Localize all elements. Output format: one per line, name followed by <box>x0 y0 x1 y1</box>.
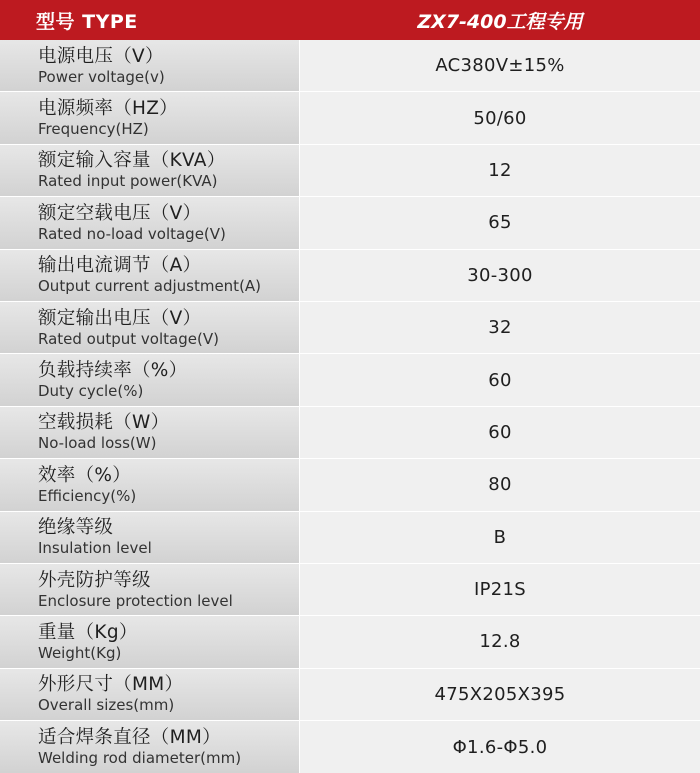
row-label <box>0 669 300 720</box>
table-row <box>0 459 700 511</box>
table-row <box>0 145 700 197</box>
row-label <box>0 354 300 405</box>
row-value: 32 <box>300 302 700 353</box>
row-label <box>0 302 300 353</box>
label-english: Efficiency(%) <box>38 486 137 505</box>
label-chinese: 电源频率（HZ） <box>38 98 178 120</box>
label-english: No-load loss(W) <box>38 434 157 453</box>
label-english: Power voltage(v) <box>38 67 165 86</box>
table-row <box>0 721 700 773</box>
row-value: 30-300 <box>300 250 700 301</box>
label-chinese: 额定输入容量（KVA） <box>38 150 226 172</box>
row-value: 475X205X395 <box>300 669 700 720</box>
row-label <box>0 407 300 458</box>
table-row <box>0 40 700 92</box>
row-label <box>0 512 300 563</box>
label-chinese: 绝缘等级 <box>38 517 114 539</box>
row-label <box>0 721 300 773</box>
row-label <box>0 250 300 301</box>
row-value: 50/60 <box>300 92 700 143</box>
table-row <box>0 512 700 564</box>
label-english: Weight(Kg) <box>38 643 122 662</box>
label-english: Rated input power(KVA) <box>38 172 218 191</box>
label-chinese: 外壳防护等级 <box>38 569 151 591</box>
label-english: Enclosure protection level <box>38 591 233 610</box>
label-english: Duty cycle(%) <box>38 382 144 401</box>
table-row <box>0 407 700 459</box>
label-chinese: 额定输出电压（V） <box>38 307 202 329</box>
row-value: B <box>300 512 700 563</box>
label-english: Insulation level <box>38 539 152 558</box>
table-header <box>0 0 700 40</box>
row-label <box>0 92 300 143</box>
row-label <box>0 197 300 248</box>
label-chinese: 空载损耗（W） <box>38 412 170 434</box>
row-value: 12.8 <box>300 616 700 667</box>
label-chinese: 额定空载电压（V） <box>38 202 202 224</box>
row-label <box>0 145 300 196</box>
label-chinese: 电源电压（V） <box>38 45 164 67</box>
label-english: Frequency(HZ) <box>38 120 149 139</box>
table-row <box>0 616 700 668</box>
row-label <box>0 459 300 510</box>
table-row <box>0 197 700 249</box>
table-row <box>0 302 700 354</box>
label-english: Rated output voltage(V) <box>38 329 219 348</box>
table-row <box>0 250 700 302</box>
table-body <box>0 40 700 773</box>
label-chinese: 输出电流调节（A） <box>38 255 202 277</box>
table-row <box>0 354 700 406</box>
header-model-label: ZX7-400工程专用 <box>417 10 583 33</box>
row-value: 80 <box>300 459 700 510</box>
row-label <box>0 40 300 91</box>
label-chinese: 效率（%） <box>38 464 132 486</box>
row-value: 60 <box>300 407 700 458</box>
header-type-label: 型号 TYPE <box>36 10 138 33</box>
row-value: 60 <box>300 354 700 405</box>
row-value: 65 <box>300 197 700 248</box>
label-english: Overall sizes(mm) <box>38 696 175 715</box>
row-label <box>0 616 300 667</box>
table-row <box>0 92 700 144</box>
label-english: Welding rod diameter(mm) <box>38 749 242 768</box>
label-chinese: 外形尺寸（MM） <box>38 674 184 696</box>
label-chinese: 负载持续率（%） <box>38 360 188 382</box>
row-value: 12 <box>300 145 700 196</box>
row-value: IP21S <box>300 564 700 615</box>
row-label <box>0 564 300 615</box>
row-value: AC380V±15% <box>300 40 700 91</box>
table-row <box>0 669 700 721</box>
table-row <box>0 564 700 616</box>
row-value: Φ1.6-Φ5.0 <box>300 721 700 773</box>
label-chinese: 重量（Kg） <box>38 621 138 643</box>
label-english: Output current adjustment(A) <box>38 277 262 296</box>
label-english: Rated no-load voltage(V) <box>38 224 226 243</box>
label-chinese: 适合焊条直径（MM） <box>38 727 221 749</box>
